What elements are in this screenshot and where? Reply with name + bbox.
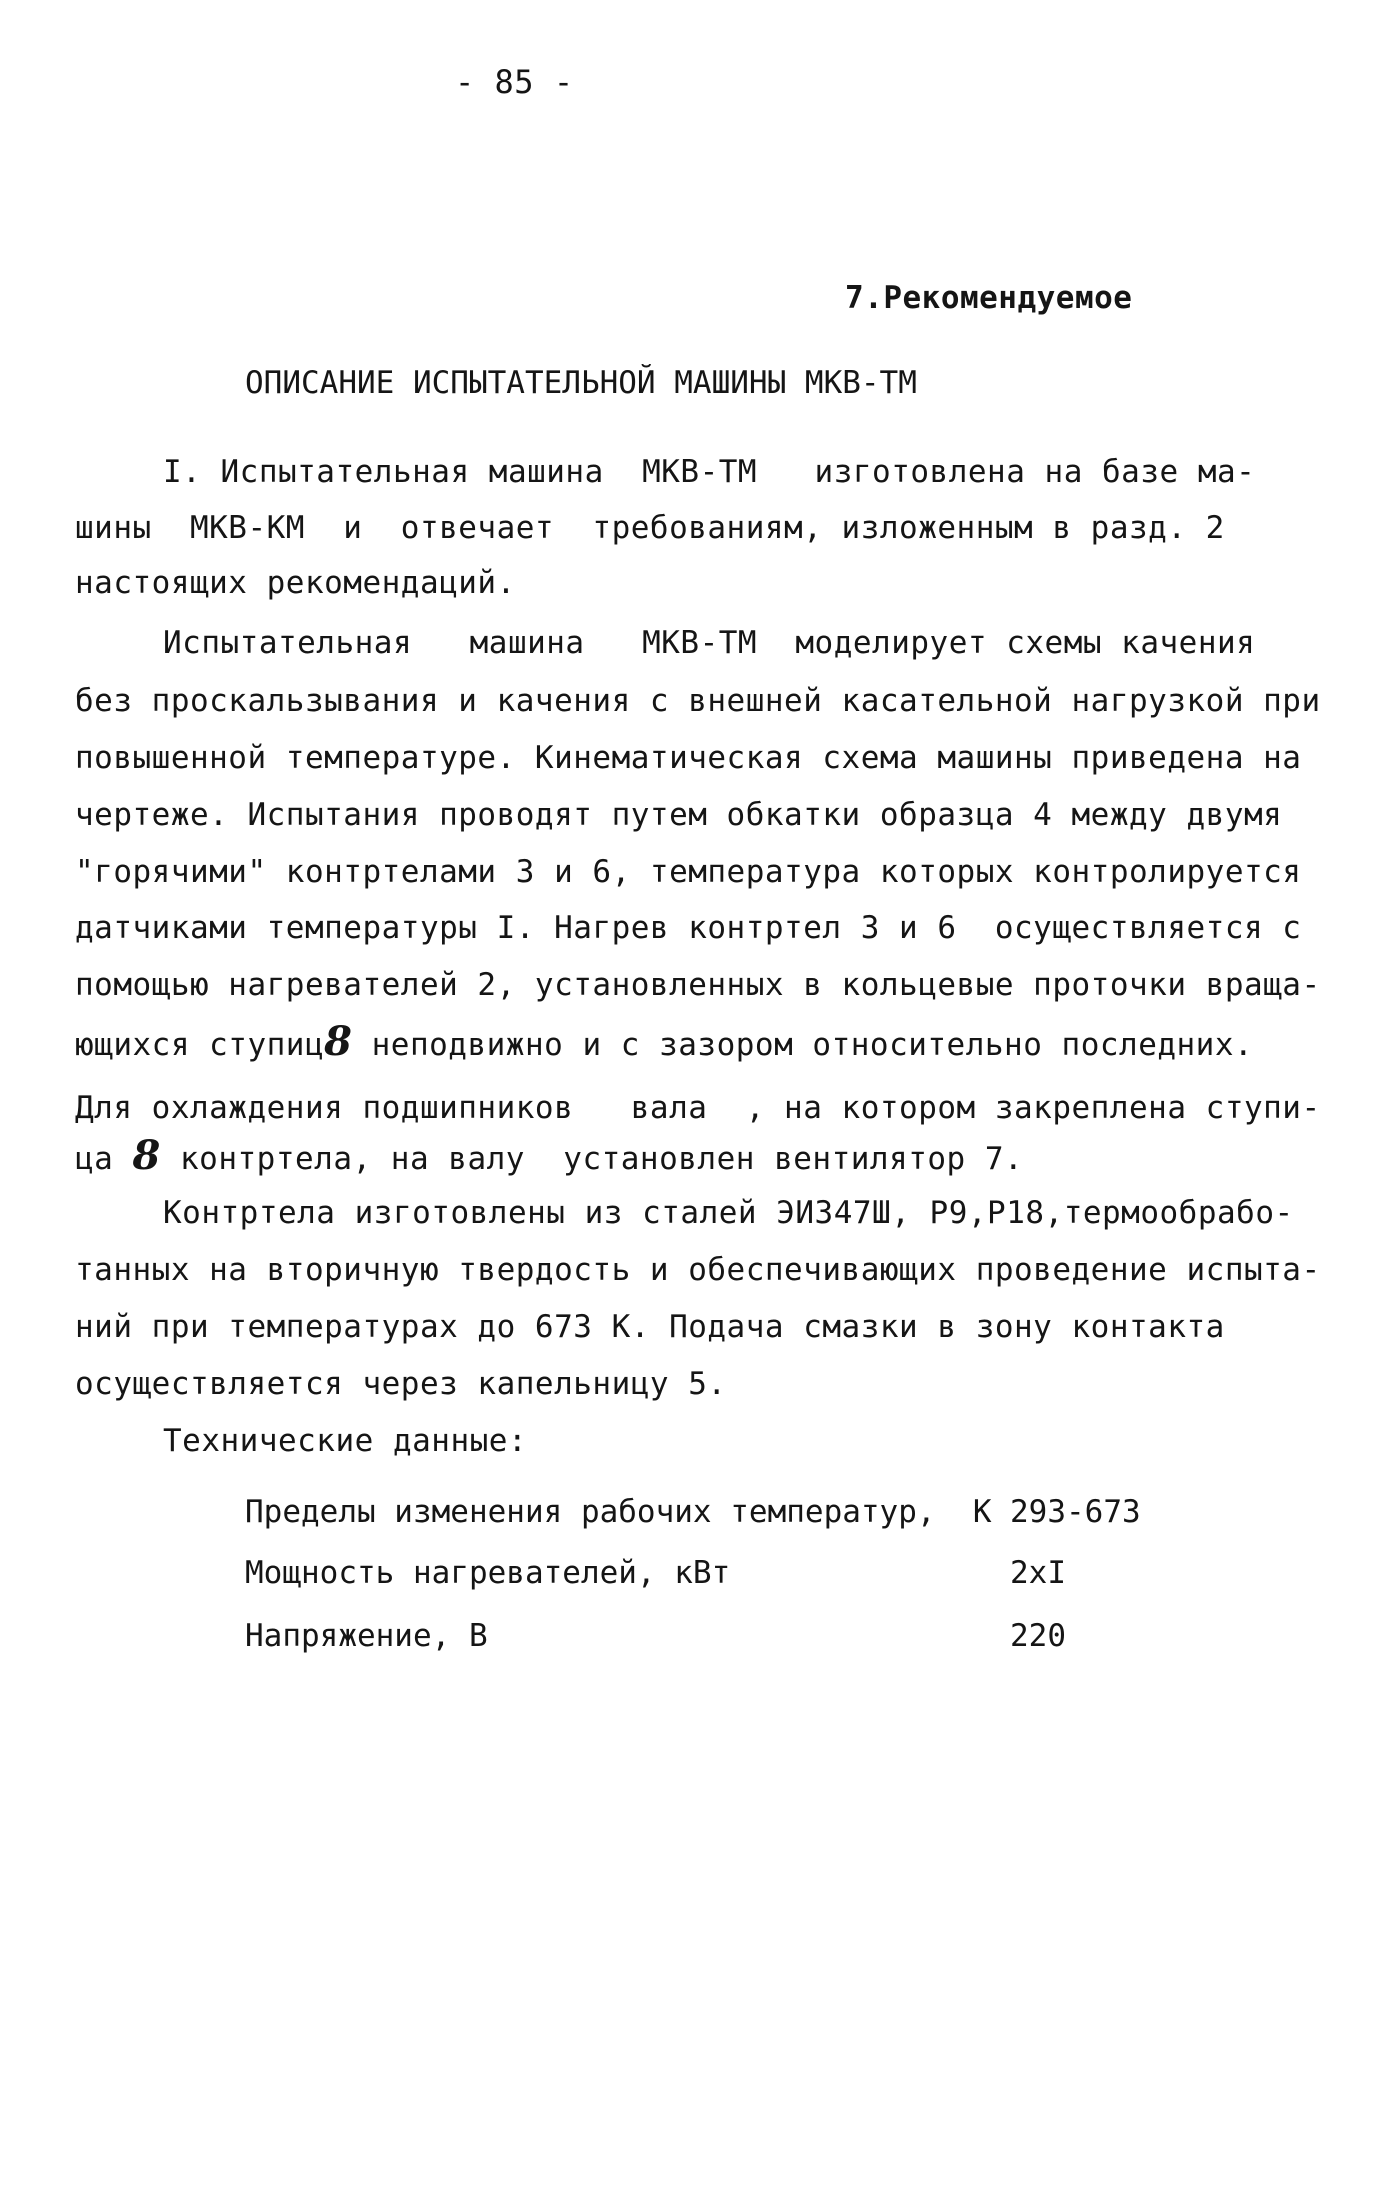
paragraph-2-line: повышенной температуре. Кинематическая схема машины приведена на (75, 740, 1302, 776)
handwritten-hub-number: 8 (324, 1018, 353, 1065)
paragraph-1-line: I. Испытательная машина МКВ-ТМ изготовлена на базе ма- (163, 454, 1256, 490)
paragraph-3-line: танных на вторичную твердость и обеспечивающих проведение испыта- (75, 1252, 1321, 1288)
spec-label-heater-power: Мощность нагревателей, кВт (245, 1555, 731, 1591)
paragraph-2-line: "горячими" контртелами 3 и 6, температура которых контролируется (75, 854, 1302, 890)
spec-value-heater-power: 2xI (1010, 1555, 1066, 1591)
spec-label-voltage: Напряжение, В (245, 1618, 488, 1654)
appendix-label: 7.Рекомендуемое (845, 280, 1133, 316)
spec-label-temperature-range: Пределы изменения рабочих температур, К (245, 1494, 992, 1530)
paragraph-1-line: шины МКВ-КМ и отвечает требованиям, изложенным в разд. 2 (75, 510, 1225, 546)
paragraph-2-line-start: ющихся ступиц (75, 1027, 325, 1063)
paragraph-1-line: настоящих рекомендаций. (75, 565, 516, 601)
paragraph-2-line-end: контртела, на валу установлен вентилятор 7. (160, 1141, 1024, 1177)
paragraph-3-line: ний при температурах до 673 К. Подача смазки в зону контакта (75, 1309, 1225, 1345)
paragraph-2-line: Испытательная машина МКВ-ТМ моделирует схемы качения (163, 625, 1256, 661)
document-title: ОПИСАНИЕ ИСПЫТАТЕЛЬНОЙ МАШИНЫ МКВ-ТМ (245, 365, 917, 401)
paragraph-2-line: датчиками температуры I. Нагрев контртел 3 и 6 осуществляется с (75, 910, 1302, 946)
paragraph-2-line-with-handwriting (75, 1018, 1254, 1065)
handwritten-hub-number: 8 (132, 1132, 161, 1179)
technical-data-heading: Технические данные: (163, 1423, 528, 1459)
paragraph-2-line-with-handwriting (75, 1132, 1024, 1179)
spec-value-voltage: 220 (1010, 1618, 1066, 1654)
paragraph-2-line: чертеже. Испытания проводят путем обкатки образца 4 между двумя (75, 797, 1283, 833)
page-number: - 85 - (455, 63, 574, 101)
paragraph-2-line: без проскальзывания и качения с внешней касательной нагрузкой при (75, 683, 1321, 719)
spec-value-temperature-range: 293-673 (1010, 1494, 1141, 1530)
paragraph-2-line-start: ца (75, 1141, 114, 1177)
paragraph-2-line: помощью нагревателей 2, установленных в кольцевые проточки враща- (75, 967, 1321, 1003)
paragraph-3-line: осуществляется через капельницу 5. (75, 1366, 727, 1402)
paragraph-3-line: Контртела изготовлены из сталей ЭИ347Ш, Р9,Р18,термообрабо- (163, 1195, 1294, 1231)
paragraph-2-line: Для охлаждения подшипников вала , на котором закреплена ступи- (75, 1090, 1321, 1126)
paragraph-2-line-end: неподвижно и с зазором относительно последних. (352, 1027, 1254, 1063)
